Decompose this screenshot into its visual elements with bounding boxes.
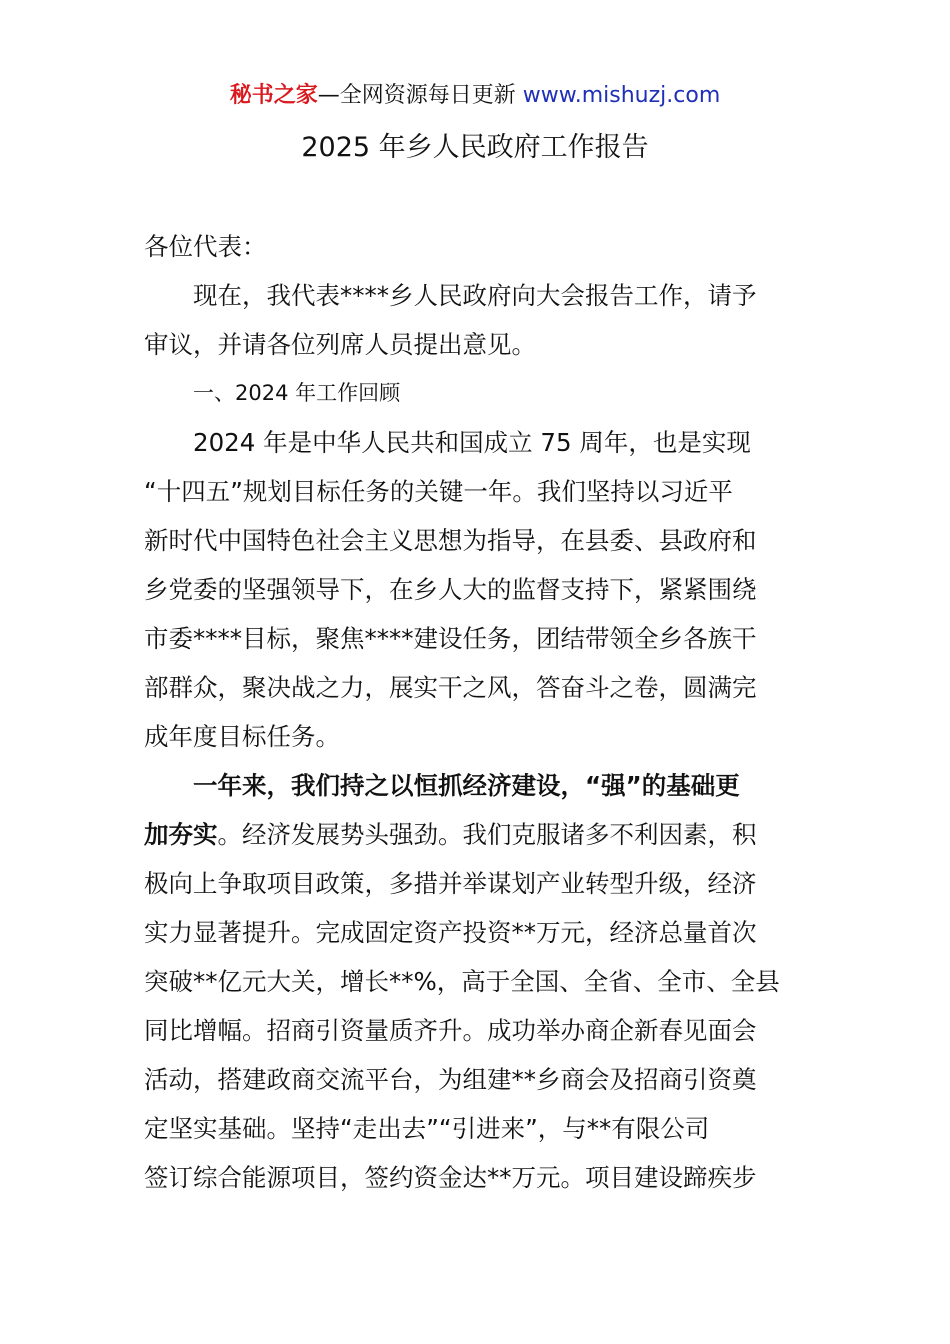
paragraph-line: 2024 年是中华人民共和国成立 75 周年，也是实现 <box>193 428 751 457</box>
paragraph-line: 市委****目标，聚焦****建设任务，团结带领全乡各族干 <box>144 624 757 653</box>
paragraph-line: 审议，并请各位列席人员提出意见。 <box>144 330 536 359</box>
paragraph-line: 同比增幅。招商引资量质齐升。成功举办商企新春见面会 <box>144 1016 757 1045</box>
paragraph-line: 部群众，聚决战之力，展实干之风，答奋斗之卷，圆满完 <box>144 673 757 702</box>
bold-lead-line: 一年来，我们持之以恒抓经济建设，“强”的基础更 <box>193 771 740 800</box>
paragraph-line: 签订综合能源项目，签约资金达**万元。项目建设蹄疾步 <box>144 1163 757 1192</box>
paragraph-line: 新时代中国特色社会主义思想为指导，在县委、县政府和 <box>144 526 757 555</box>
site-url-link[interactable]: www.mishuzj.com <box>522 83 721 108</box>
paragraph-line: 极向上争取项目政策，多措并举谋划产业转型升级，经济 <box>144 869 757 898</box>
paragraph-text: 。经济发展势头强劲。我们克服诸多不利因素，积 <box>217 820 757 849</box>
paragraph-line: 现在，我代表****乡人民政府向大会报告工作，请予 <box>193 281 757 310</box>
paragraph-line: 定坚实基础。坚持“走出去”“引进来”，与**有限公司 <box>144 1114 710 1143</box>
paragraph-line: 活动，搭建政商交流平台，为组建**乡商会及招商引资奠 <box>144 1065 757 1094</box>
brand-name: 秘书之家 <box>229 83 318 108</box>
paragraph-line <box>144 810 808 859</box>
document-title: 2025 年乡人民政府工作报告 <box>301 132 649 163</box>
bold-lead-text: 加夯实 <box>144 820 218 849</box>
salutation: 各位代表： <box>144 232 267 261</box>
section-heading: 一、2024 年工作回顾 <box>193 381 401 405</box>
paragraph-line: 乡党委的坚强领导下，在乡人大的监督支持下，紧紧围绕 <box>144 575 757 604</box>
paragraph-line: 突破**亿元大关，增长**%，高于全国、全省、全市、全县 <box>144 967 780 996</box>
paragraph-line: “十四五”规划目标任务的关键一年。我们坚持以习近平 <box>144 477 733 506</box>
header-tagline: —全网资源每日更新 <box>317 83 523 108</box>
paragraph-line: 成年度目标任务。 <box>144 722 340 751</box>
site-header <box>0 80 950 112</box>
document-body <box>144 222 808 1202</box>
paragraph-line: 实力显著提升。完成固定资产投资**万元，经济总量首次 <box>144 918 757 947</box>
